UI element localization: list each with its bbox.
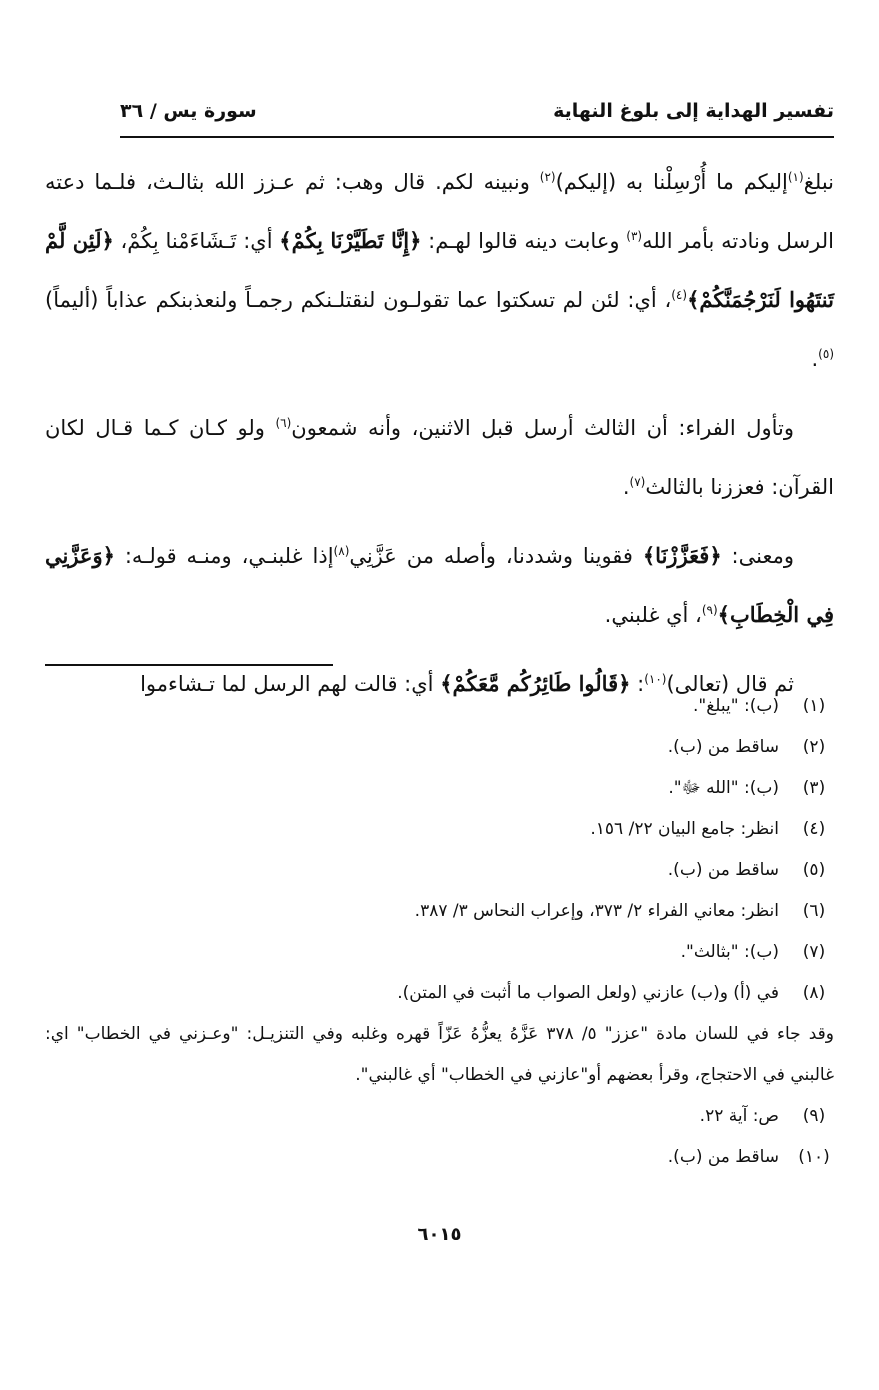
paragraph-1 bbox=[45, 150, 834, 386]
footnote-item bbox=[45, 932, 834, 973]
text-run: ومعنى: bbox=[721, 544, 794, 568]
footnote-number: (٣) bbox=[802, 778, 826, 798]
footnote-text: ص: آية ٢٢. bbox=[699, 1106, 779, 1126]
text-run: ولو كـان كـما قـال لكان القرآن: فعززنا بالثالث bbox=[45, 416, 834, 499]
text-run: ونبينه لكم. قال وهب: ثم عـزز الله بثالـث، فلـما دعته الرسل ونادته بأمر الله bbox=[45, 170, 834, 253]
quran-verse: ﴿قَالُوا طَائِرُكُم مَّعَكُمْ﴾ bbox=[440, 671, 631, 696]
footnote-item bbox=[45, 768, 834, 809]
footnote-item bbox=[45, 973, 834, 1014]
quran-verse: ﴿لَئِن لَّمْ تَنتَهُوا لَنَرْجُمَنَّكُمْ﴾ bbox=[45, 228, 834, 312]
text-run: : bbox=[630, 672, 645, 696]
footnote-divider bbox=[45, 664, 333, 666]
footnote-text: في (أ) و(ب) عازني (ولعل الصواب ما أثبت في المتن). bbox=[397, 983, 779, 1003]
text-run: أي: قالت لهم الرسل لما تـشاءموا bbox=[140, 672, 441, 696]
quran-verse: ﴿فَعَزَّزْنَا﴾ bbox=[642, 543, 722, 568]
paragraph-2 bbox=[45, 396, 834, 514]
footnote-continuation bbox=[45, 1014, 834, 1096]
paragraph-3 bbox=[45, 524, 834, 642]
text-run: ، أي: لئن لم تسكتوا عما تقولـون لنقتلـنكم رجمـاً ولنعذبنكم عذاباً (أليماً) bbox=[45, 288, 672, 312]
footnote-text: (ب): "الله ﷻ". bbox=[668, 778, 779, 798]
quran-verse: ﴿وَعَزَّنِي فِي الْخِطَابِ﴾ bbox=[45, 543, 834, 627]
text-run: نبلغ bbox=[803, 170, 834, 194]
footnotes bbox=[45, 686, 834, 1178]
footnote-item bbox=[45, 1096, 834, 1137]
text-run: وتأول الفراء: أن الثالث أرسل قبل الاثنين، وأنه شمعون bbox=[291, 416, 794, 440]
text-run: إذا غلبنـي، ومنـه قولـه: bbox=[114, 544, 334, 568]
text-run: أي: تَـشَاءَمْنا بِكُمْ، bbox=[113, 229, 280, 253]
footnote-number: (٤) bbox=[802, 819, 826, 839]
footnote-text: (ب): "يبلغ". bbox=[693, 696, 779, 716]
footnote-number: (٩) bbox=[802, 1106, 826, 1126]
footnote-text: انظر: معاني الفراء ٢/ ٣٧٣، وإعراب النحاس ٣/ ٣٨٧. bbox=[414, 901, 779, 921]
book-title: تفسير الهداية إلى بلوغ النهاية bbox=[553, 100, 834, 122]
footnote-number: (١) bbox=[802, 696, 826, 716]
footnote-ref-9: (٩) bbox=[701, 603, 718, 617]
footnote-number: (٢) bbox=[802, 737, 826, 757]
text-run: إليكم ما أُرْسِلْنا به (إليكم) bbox=[555, 170, 788, 194]
text-run: ثم قال (تعالى) bbox=[666, 672, 794, 696]
text-run: فقوينا وشددنا، وأصله من عَزَّنِي bbox=[349, 544, 643, 568]
footnote-text: وقد جاء في للسان مادة "عزز" ٥/ ٣٧٨ عَزَّهُ يعزُّهُ عَزّاً قهره وغلبه وفي التنزيـل: "وعـزني في الخطاب" اي: غالبني في الاحتجاج، وقرأ بعضهم أو"عازني في الخطاب" أي غالبني". bbox=[45, 1024, 834, 1085]
footnote-text: (ب): "بثالث". bbox=[680, 942, 779, 962]
footnote-ref-10: (١٠) bbox=[644, 672, 667, 686]
footnote-item bbox=[45, 727, 834, 768]
text-run: ، أي غلبني. bbox=[604, 603, 702, 627]
footnote-text: ساقط من (ب). bbox=[667, 1147, 779, 1167]
main-text bbox=[45, 150, 834, 721]
footnote-number: (٦) bbox=[802, 901, 826, 921]
quran-verse: ﴿إِنَّا تَطَيَّرْنَا بِكُمْ﴾ bbox=[279, 228, 422, 253]
footnote-ref-1: (١) bbox=[787, 170, 804, 184]
footnote-ref-2: (٢) bbox=[539, 170, 556, 184]
footnote-ref-7: (٧) bbox=[629, 475, 646, 489]
surah-label: سورة يس / ٣٦ bbox=[120, 100, 257, 122]
text-run: . bbox=[811, 347, 819, 371]
footnote-text: ساقط من (ب). bbox=[667, 860, 779, 880]
footnote-item bbox=[45, 891, 834, 932]
footnote-ref-8: (٨) bbox=[333, 544, 350, 558]
footnote-text: انظر: جامع البيان ٢٢/ ١٥٦. bbox=[590, 819, 779, 839]
footnote-ref-3: (٣) bbox=[626, 229, 643, 243]
running-header bbox=[120, 92, 834, 132]
page-number: ٦٠١٥ bbox=[417, 1224, 462, 1245]
text-run: وعابت دينه قالوا لهـم: bbox=[421, 229, 627, 253]
footnote-number: (٥) bbox=[802, 860, 826, 880]
footnote-text: ساقط من (ب). bbox=[667, 737, 779, 757]
text-run: . bbox=[622, 475, 630, 499]
footnote-item bbox=[45, 1137, 834, 1178]
footnote-ref-4: (٤) bbox=[671, 288, 688, 302]
footnote-number: (٧) bbox=[802, 942, 826, 962]
footnote-number: (٨) bbox=[802, 983, 826, 1003]
footnote-item bbox=[45, 809, 834, 850]
footnote-ref-5: (٥) bbox=[818, 347, 834, 361]
footnote-ref-6: (٦) bbox=[275, 416, 292, 430]
footnote-item bbox=[45, 850, 834, 891]
footnote-item bbox=[45, 686, 834, 727]
header-divider bbox=[120, 136, 834, 138]
footnote-number: (١٠) bbox=[798, 1147, 830, 1167]
